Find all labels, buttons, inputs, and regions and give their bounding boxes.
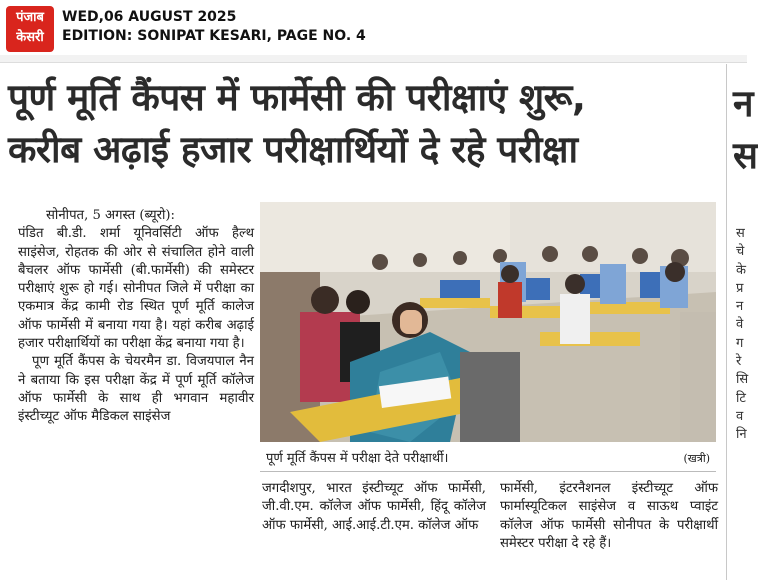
neighbor-glyph: न: [736, 299, 744, 315]
column-divider: [726, 64, 727, 580]
previous-article-strip: [0, 55, 747, 63]
edition-date: WED,06 AUGUST 2025: [62, 9, 237, 25]
caption-text: पूर्ण मूर्ति कैंपस में परीक्षा देते परीक्षार्थी।: [266, 451, 449, 466]
neighbor-glyph: प्र: [736, 280, 744, 296]
neighbor-headline-fragment: न स: [733, 82, 758, 177]
article-column-2: [262, 480, 486, 535]
photo-credit: (खत्री): [683, 452, 710, 465]
logo-line-1: पंजाब: [16, 10, 44, 25]
article-headline: [8, 72, 720, 176]
body-paragraph-3: जगदीशपुर, भारत इंस्टीच्यूट ऑफ फार्मेसी, जी.वी.एम. कॉलेज ऑफ फार्मेसी, हिंदू कॉलेज ऑफ फार्मेसी, आई.आई.टी.एम. कॉलेज ऑफ: [262, 481, 486, 533]
neighbor-article-column: [736, 225, 747, 445]
neighbor-glyph: नि: [736, 427, 747, 443]
neighbor-glyph: स: [736, 226, 745, 241]
neighbor-glyph: चे: [736, 244, 745, 260]
article-photo: [260, 202, 716, 442]
neighbor-glyph: के: [736, 262, 746, 278]
neighbor-glyph: रे: [736, 354, 742, 370]
neighbor-glyph: टि: [736, 390, 746, 406]
edition-info: EDITION: SONIPAT KESARI, PAGE NO. 4: [62, 28, 366, 44]
neighbor-glyph: व: [736, 408, 744, 424]
clipping-header: [0, 0, 747, 58]
headline-line-1: पूर्ण मूर्ति कैंपस में फार्मेसी की परीक्षाएं शुरू,: [8, 76, 586, 119]
body-paragraph-4: फार्मेसी, इंटरनैशनल इंस्टीच्यूट ऑफ फार्मास्यूटिकल साइंसेज व साऊथ प्वाइंट कॉलेज ऑफ फार्मेसी सोनीपत के परीक्षार्थी समेस्टर परीक्षा दे रहे हैं।: [500, 481, 718, 551]
neighbor-glyph: वे: [736, 317, 744, 333]
neighbor-glyph: सि: [736, 372, 749, 388]
newspaper-logo: [6, 6, 54, 52]
neighbor-glyph: ग: [736, 335, 744, 351]
body-paragraph-2: पूण मूर्ति कैंपस के चेयरमैन डा. विजयपाल नैन ने बताया कि इस परीक्षा केंद्र में पूर्ण मूर्ति कॉलेज ऑफ फार्मेसी के साथ ही भगवान महावीर इंस्टीच्यूट ऑफ मैडिकल साइंसेज: [18, 354, 254, 425]
photo-caption: [260, 446, 716, 472]
headline-line-2: करीब अढ़ाई हजार परीक्षार्थियों दे रहे परीक्षा: [8, 128, 578, 171]
logo-line-2: केसरी: [16, 30, 44, 45]
article-column-1: [18, 207, 254, 427]
dateline: सोनीपत, 5 अगस्त (ब्यूरो):: [46, 208, 175, 223]
exam-hall-photo: [260, 202, 716, 442]
article-column-3: [500, 480, 718, 553]
body-paragraph-1: पंडित बी.डी. शर्मा यूनिवर्सिटी ऑफ हैल्थ साइंसेज, रोहतक की ओर से संचालित होने वाली बैचलर ऑफ फार्मेसी (बी.फार्मेसी) की समेस्टर परीक्षाएं शुरू हो गई। सोनीपत जिले में परीक्षा का एकमात्र केंद्र कामी रोड स्थित पूर्ण मूर्ति कालेज ऑफ फार्मेसी में बनाया गया है। यहां करीब अढ़ाई हजार परीक्षार्थियों का परीक्षा केंद्र बनाया गया है।: [18, 226, 254, 352]
clipping-meta: [62, 8, 366, 46]
